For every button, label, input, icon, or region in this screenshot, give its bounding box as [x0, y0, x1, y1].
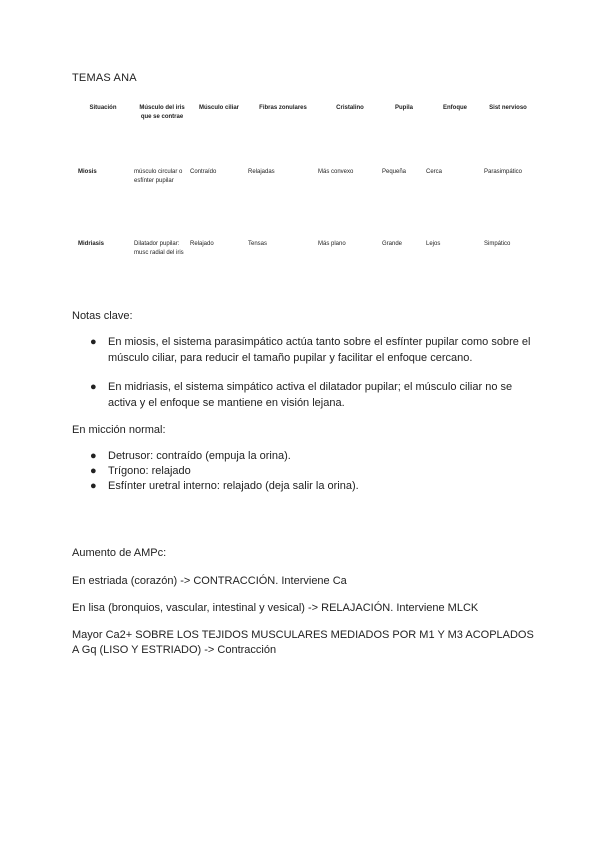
bullet-icon: ● [90, 450, 97, 462]
table-cell: Pequeña [382, 169, 407, 175]
list-item [72, 464, 532, 479]
ampc-lisa-text: En lisa (bronquios, vascular, intestinal y vesical) -> RELAJACIÓN. Interviene MLCK [72, 602, 479, 614]
table-cell: músculo circular o esfínter pupilar [134, 169, 183, 184]
table-cell: Grande [382, 241, 403, 247]
bullet-icon: ● [90, 381, 97, 393]
table-cell: Relajadas [248, 169, 275, 175]
table-cell: Más plano [318, 241, 346, 247]
list-item-text: Trígono: relajado [108, 465, 191, 477]
document-title: TEMAS ANA [72, 72, 137, 84]
ampc-estriada-text: En estriada (corazón) -> CONTRACCIÓN. Interviene Ca [72, 575, 347, 587]
table-cell: Cerca [426, 169, 443, 175]
list-item-text: Detrusor: contraído (empuja la orina). [108, 450, 291, 462]
miccion-list [72, 449, 532, 494]
table-header-cell: Enfoque [443, 105, 467, 111]
table-cell: Tensas [248, 241, 268, 247]
table-row [72, 240, 532, 312]
table-cell: Relajado [190, 241, 214, 247]
table-cell: Miosis [78, 169, 97, 175]
table-header-cell: Músculo del iris que se contrae [139, 105, 185, 120]
table-header-cell: Cristalino [336, 105, 364, 111]
list-item-text: En miosis, el sistema parasimpático actúa tanto sobre el esfínter pupilar como sobre el músculo ciliar, para reducir el tamaño pupilar y facilitar el enfoque cercano. [108, 336, 531, 364]
table-header-cell: Situación [89, 105, 117, 111]
list-item [72, 449, 532, 464]
list-item-text: Esfínter uretral interno: relajado (deja salir la orina). [108, 480, 359, 492]
notes-list [72, 334, 532, 424]
notes-heading: Notas clave: [72, 310, 133, 322]
list-item [72, 379, 532, 411]
table-header-cell: Fibras zonulares [259, 105, 307, 111]
table-cell: Midriasis [78, 241, 105, 247]
table-cell: Lejos [426, 241, 441, 247]
bullet-icon: ● [90, 465, 97, 477]
ampc-heading: Aumento de AMPc: [72, 547, 167, 559]
table-cell: Simpático [484, 241, 511, 247]
list-item [72, 334, 532, 366]
table-header-cell: Músculo ciliar [198, 105, 239, 111]
bullet-icon: ● [90, 480, 97, 492]
table-cell: Dilatador pupilar: musc radial del iris [134, 241, 184, 256]
table-cell: Contraído [190, 169, 217, 175]
table-header-row [72, 98, 532, 168]
calcio-text: Mayor Ca2+ SOBRE LOS TEJIDOS MUSCULARES MEDIADOS POR M1 Y M3 ACOPLADOS A Gq (LISO Y ESTRIADO) -> Contracción [72, 629, 534, 656]
bullet-icon: ● [90, 336, 97, 348]
table-row [72, 168, 532, 240]
table-cell: Parasimpático [484, 169, 523, 175]
list-item [72, 479, 532, 494]
table-header-cell: Pupila [394, 105, 413, 111]
list-item-text: En midriasis, el sistema simpático activa el dilatador pupilar; el músculo ciliar no se activa y el enfoque se mantiene en visión lejana. [108, 381, 513, 409]
clinical-table [72, 98, 532, 312]
table-cell: Más convexo [318, 169, 354, 175]
miccion-heading: En micción normal: [72, 424, 166, 436]
table-header-cell: Sist nervioso [489, 105, 527, 111]
